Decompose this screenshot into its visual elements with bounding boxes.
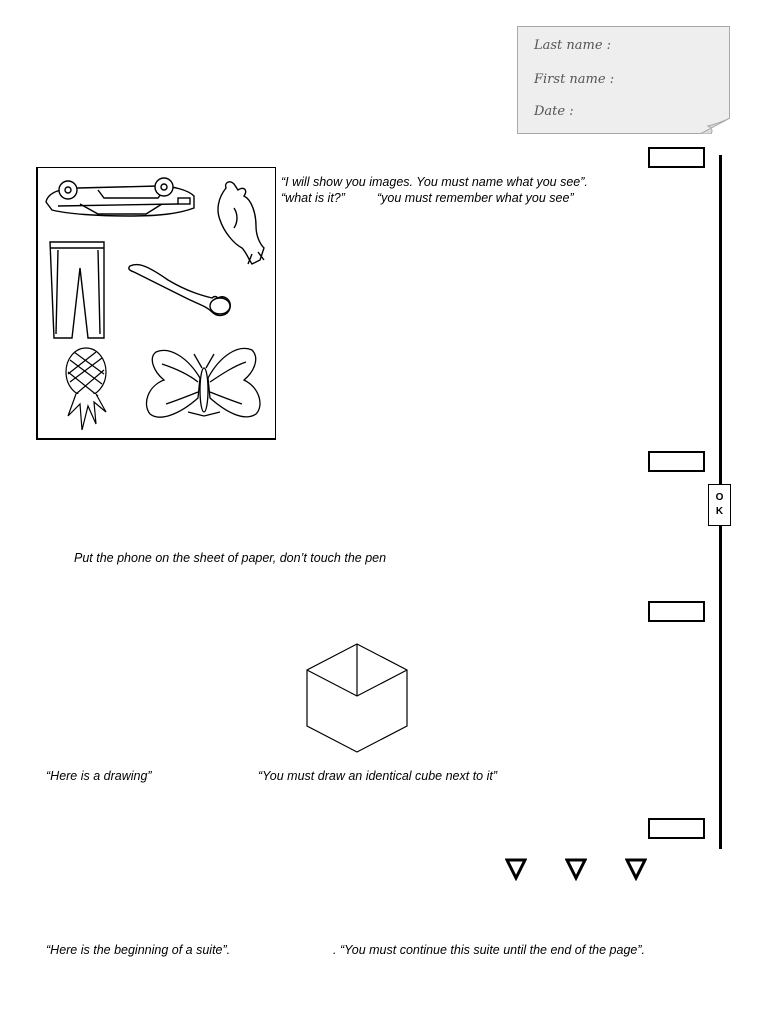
car-icon	[46, 178, 194, 216]
date-label: Date :	[534, 104, 574, 119]
cat-icon	[218, 182, 264, 264]
instruction-phone: Put the phone on the sheet of paper, don’t touch the pen	[74, 551, 387, 565]
score-box-4[interactable]	[648, 818, 705, 839]
score-box-3[interactable]	[648, 601, 705, 622]
cube-icon	[305, 642, 409, 754]
caption-suite-continue: . “You must continue this suite until the end of the page”.	[333, 943, 645, 957]
pineapple-icon	[66, 348, 106, 430]
caption-drawing: “Here is a drawing”	[46, 769, 152, 783]
instruction-remember: “you must remember what you see”	[377, 191, 574, 205]
name-card	[517, 26, 730, 134]
ok-marker[interactable]	[708, 484, 731, 526]
ok-letter-o: O	[715, 492, 724, 503]
last-name-label: Last name :	[534, 38, 612, 53]
triangle-down-icon	[565, 857, 587, 881]
caption-draw-cube: “You must draw an identical cube next to it”	[258, 769, 498, 783]
triangle-down-icon	[505, 857, 527, 881]
caption-suite-begin: “Here is the beginning of a suite”.	[46, 943, 231, 957]
trousers-icon	[50, 242, 104, 338]
instruction-show-images: “I will show you images. You must name what you see”.	[281, 175, 588, 189]
ok-letter-k: K	[715, 506, 724, 517]
images-panel	[36, 167, 276, 440]
page-curl-icon	[700, 118, 730, 134]
triangle-down-icon	[625, 857, 647, 881]
first-name-label: First name :	[534, 72, 615, 87]
instruction-what-is-it: “what is it?”	[281, 191, 345, 205]
spoon-icon	[129, 265, 231, 316]
butterfly-icon	[146, 348, 260, 417]
score-box-2[interactable]	[648, 451, 705, 472]
score-box-1[interactable]	[648, 147, 705, 168]
